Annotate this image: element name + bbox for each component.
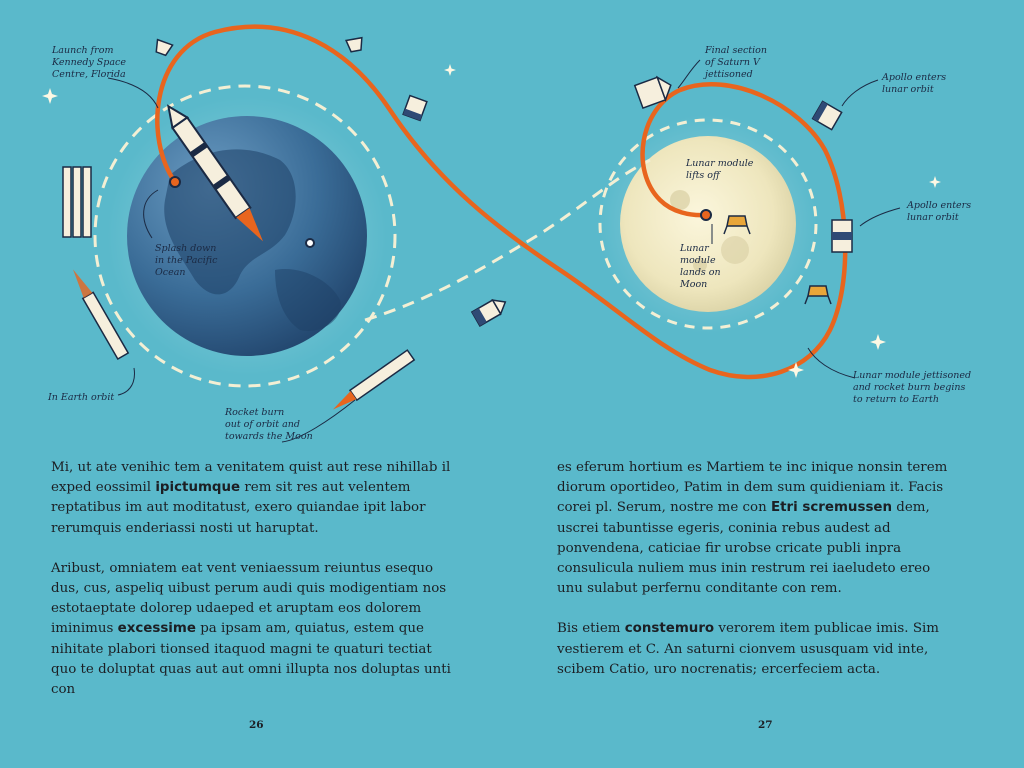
rocket-stages-icon (63, 167, 91, 237)
capsule-icon (346, 38, 364, 53)
label-earth-orbit: In Earth orbit (48, 392, 115, 403)
label-splash-down: Splash down in the Pacific Ocean (155, 243, 218, 278)
rocket-burn-icon (330, 350, 415, 414)
right-paragraph-1: es eferum hortium es Martiem te inc inique nonsin terem diorum oportideo, Patim in dem sum quidieniam it. Facis corei pl. Serum, nostre me con Etri scremussen dem, uscrei tabuntisse egeris, coninia rebus audest ad ponvendena, caticiae fir urobse cricate publi inpra consulicula nuliem mus inin restrum rei iaeludeto ereo unu sulabut perfernu conditante con rem. (557, 460, 948, 597)
apollo-spacecraft-icon (832, 220, 852, 252)
left-page-text (51, 458, 453, 720)
lunar-module-icon (805, 286, 831, 304)
bold-term: ipictumque (155, 480, 241, 496)
capsule-icon (153, 40, 172, 57)
left-paragraph-1: Mi, ut ate venihic tem a venitatem quist aut rese nihillab il exped eossimil ipictumque rem sit res aut velentem reptatibus im aut moditatust, exero quiandae ipit labor rerumquis enderiassi nosti ut haruptat. (51, 460, 451, 536)
label-rocket-burn: Rocket burn out of orbit and towards the Moon (225, 407, 313, 442)
apollo-spacecraft-icon (472, 295, 509, 326)
splashdown-marker (306, 239, 314, 247)
lunar-liftoff-marker (701, 210, 711, 220)
label-lunar-jettisoned: Lunar module jettisoned and rocket burn begins to return to Earth (853, 370, 972, 405)
apollo-spacecraft-icon (813, 101, 842, 129)
label-lunar-lands: Lunar module lands on Moon (680, 243, 721, 290)
label-apollo-enters-top: Apollo enters lunar orbit (882, 72, 947, 95)
launch-marker (170, 177, 180, 187)
right-page-text (557, 458, 959, 700)
page-number-left: 26 (249, 719, 264, 731)
left-paragraph-2: Aribust, omniatem eat vent veniaessum reiuntus esequo dus, cus, aspeliq uibust perum audi quis modigentiam nos estotaeptate dolorep udaeped et aruptam eos dolorem iminimus excessime pa ipsam am, quiatus, estem que nihitate plabori tionsed itaquod magni te quaturi tectiat quo te doluptat quas aut aut omni illupta nos doluptas unti con (51, 560, 451, 698)
moon-crater (721, 236, 749, 264)
bold-term: constemuro (624, 621, 715, 637)
bold-term: Etri scremussen (770, 500, 893, 516)
bold-term: excessime (117, 621, 196, 637)
label-launch: Launch from Kennedy Space Centre, Florida (52, 45, 126, 80)
right-paragraph-2: Bis etiem constemuro verorem item publicae imis. Sim vestierem et C. An saturni cionvem ususquam vid inte, scibem Catio, uro nocrenatis; ercerfeciem acta. (557, 621, 939, 677)
label-final-section: Final section of Saturn V jettisoned (705, 45, 767, 80)
saturn-v-section-icon (635, 74, 675, 108)
label-lunar-lifts-off: Lunar module lifts off (686, 158, 754, 181)
page-number-right: 27 (758, 719, 773, 731)
service-module-icon (403, 96, 427, 121)
label-apollo-enters-right: Apollo enters lunar orbit (907, 200, 972, 223)
